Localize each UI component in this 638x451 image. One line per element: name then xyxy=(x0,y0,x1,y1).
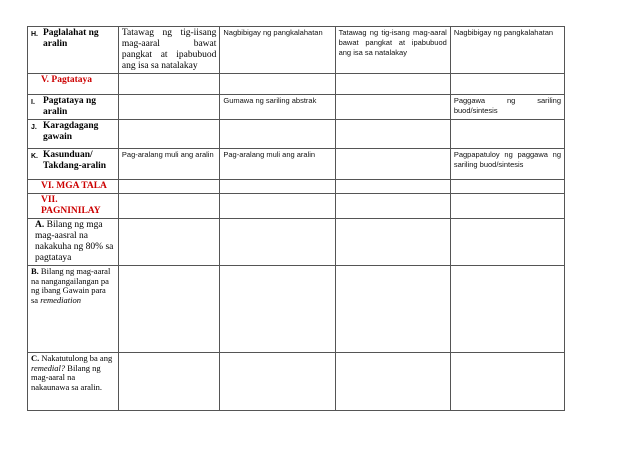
row-letter: A. xyxy=(35,220,45,230)
row-label: Paglalahat ng aralin xyxy=(43,28,99,49)
empty-cell xyxy=(450,353,564,411)
row-pagninilay xyxy=(28,194,565,219)
empty-cell xyxy=(118,95,219,120)
row-kasunduan xyxy=(28,149,565,180)
empty-cell xyxy=(450,266,564,353)
empty-cell xyxy=(220,353,335,411)
row-pagtataya-header xyxy=(28,74,565,95)
empty-cell xyxy=(335,120,450,149)
row-label-italic: remediation xyxy=(40,294,81,305)
lesson-plan-table xyxy=(27,26,565,411)
row-karagdagang-gawain xyxy=(28,120,565,149)
empty-cell xyxy=(220,120,335,149)
section-header: V. Pagtataya xyxy=(41,75,93,85)
row-label-post: Bilang ng mag-aaral na nakaunawa sa aralin. xyxy=(31,362,103,392)
row-mga-tala xyxy=(28,180,565,194)
empty-cell xyxy=(220,194,335,219)
cell-text xyxy=(450,95,564,120)
empty-cell xyxy=(220,266,335,353)
empty-cell xyxy=(335,180,450,194)
row-letter: I. xyxy=(31,99,35,106)
row-label-cell xyxy=(28,95,119,120)
empty-cell xyxy=(450,120,564,149)
section-header: VII. PAGNINILAY xyxy=(41,195,101,216)
row-label-cell xyxy=(28,219,119,266)
cell-text xyxy=(450,27,564,74)
empty-cell xyxy=(335,266,450,353)
row-label: Bilang ng mag-aaral na nangangailangan pa ng ibang Gawain para sa xyxy=(31,266,111,305)
empty-cell xyxy=(335,353,450,411)
cell-text-content: Nagbibigay ng pangkalahatan xyxy=(223,28,323,37)
empty-cell xyxy=(220,74,335,95)
empty-cell xyxy=(220,219,335,266)
row-label-cell xyxy=(28,149,119,180)
row-label-italic: remedial? xyxy=(31,362,66,373)
section-header: VI. MGA TALA xyxy=(41,181,107,191)
empty-cell xyxy=(335,95,450,120)
row-letter: B. xyxy=(31,266,39,276)
empty-cell xyxy=(118,353,219,411)
cell-text-content: Tatawag ng tig-iisang mag-aaral bawat pangkat at ipabubuod ang isa sa natalakay xyxy=(121,28,217,71)
empty-cell xyxy=(118,180,219,194)
cell-text xyxy=(220,149,335,180)
row-label: Kasunduan/ Takdang-aralin xyxy=(43,150,107,171)
row-label: Bilang ng mga mag-aasral na nakakuha ng 80% sa pagtataya xyxy=(35,220,114,263)
row-label: Nakatutulong ba ang xyxy=(41,353,113,363)
empty-cell xyxy=(118,194,219,219)
row-label: Pagtataya ng aralin xyxy=(43,96,97,117)
cell-text-content: Gumawa ng sariling abstrak xyxy=(223,96,317,105)
empty-cell xyxy=(118,266,219,353)
cell-text xyxy=(220,27,335,74)
row-label: Karagdagang gawain xyxy=(43,121,99,142)
empty-cell xyxy=(118,120,219,149)
cell-text-content: Tatawag ng tig-isang mag-aaral bawat pangkat at ipabubuod ang isa sa natalakay xyxy=(338,28,447,57)
cell-text-content: Pagpapatuloy ng paggawa ng sariling buod/sintesis xyxy=(453,150,561,169)
cell-text-content: Pag-aralang muli ang aralin xyxy=(223,150,316,159)
row-bilang-80 xyxy=(28,219,565,266)
row-label-cell xyxy=(28,266,119,353)
cell-text xyxy=(118,149,219,180)
cell-text xyxy=(220,95,335,120)
empty-cell xyxy=(335,219,450,266)
row-letter: H. xyxy=(31,31,38,38)
empty-cell xyxy=(450,180,564,194)
empty-cell xyxy=(335,74,450,95)
cell-text xyxy=(450,149,564,180)
cell-text xyxy=(335,27,450,74)
cell-text xyxy=(118,27,219,74)
row-label-cell xyxy=(28,27,119,74)
empty-cell xyxy=(335,149,450,180)
cell-text-content: Pag-aralang muli ang aralin xyxy=(121,150,214,159)
empty-cell xyxy=(450,74,564,95)
row-pagtataya-aralin xyxy=(28,95,565,120)
empty-cell xyxy=(335,194,450,219)
section-header-cell xyxy=(28,194,119,219)
row-letter: J. xyxy=(31,124,37,131)
row-label-cell xyxy=(28,353,119,411)
row-letter: C. xyxy=(31,353,40,363)
cell-text-content: Paggawa ng sariling buod/sintesis xyxy=(453,96,561,115)
empty-cell xyxy=(450,219,564,266)
row-remediation xyxy=(28,266,565,353)
row-letter: K. xyxy=(31,153,38,160)
empty-cell xyxy=(450,194,564,219)
row-label-cell xyxy=(28,120,119,149)
section-header-cell xyxy=(28,74,119,95)
section-header-cell xyxy=(28,180,119,194)
row-paglalahat xyxy=(28,27,565,74)
row-remedial xyxy=(28,353,565,411)
empty-cell xyxy=(118,74,219,95)
empty-cell xyxy=(220,180,335,194)
empty-cell xyxy=(118,219,219,266)
cell-text-content: Nagbibigay ng pangkalahatan xyxy=(453,28,554,37)
